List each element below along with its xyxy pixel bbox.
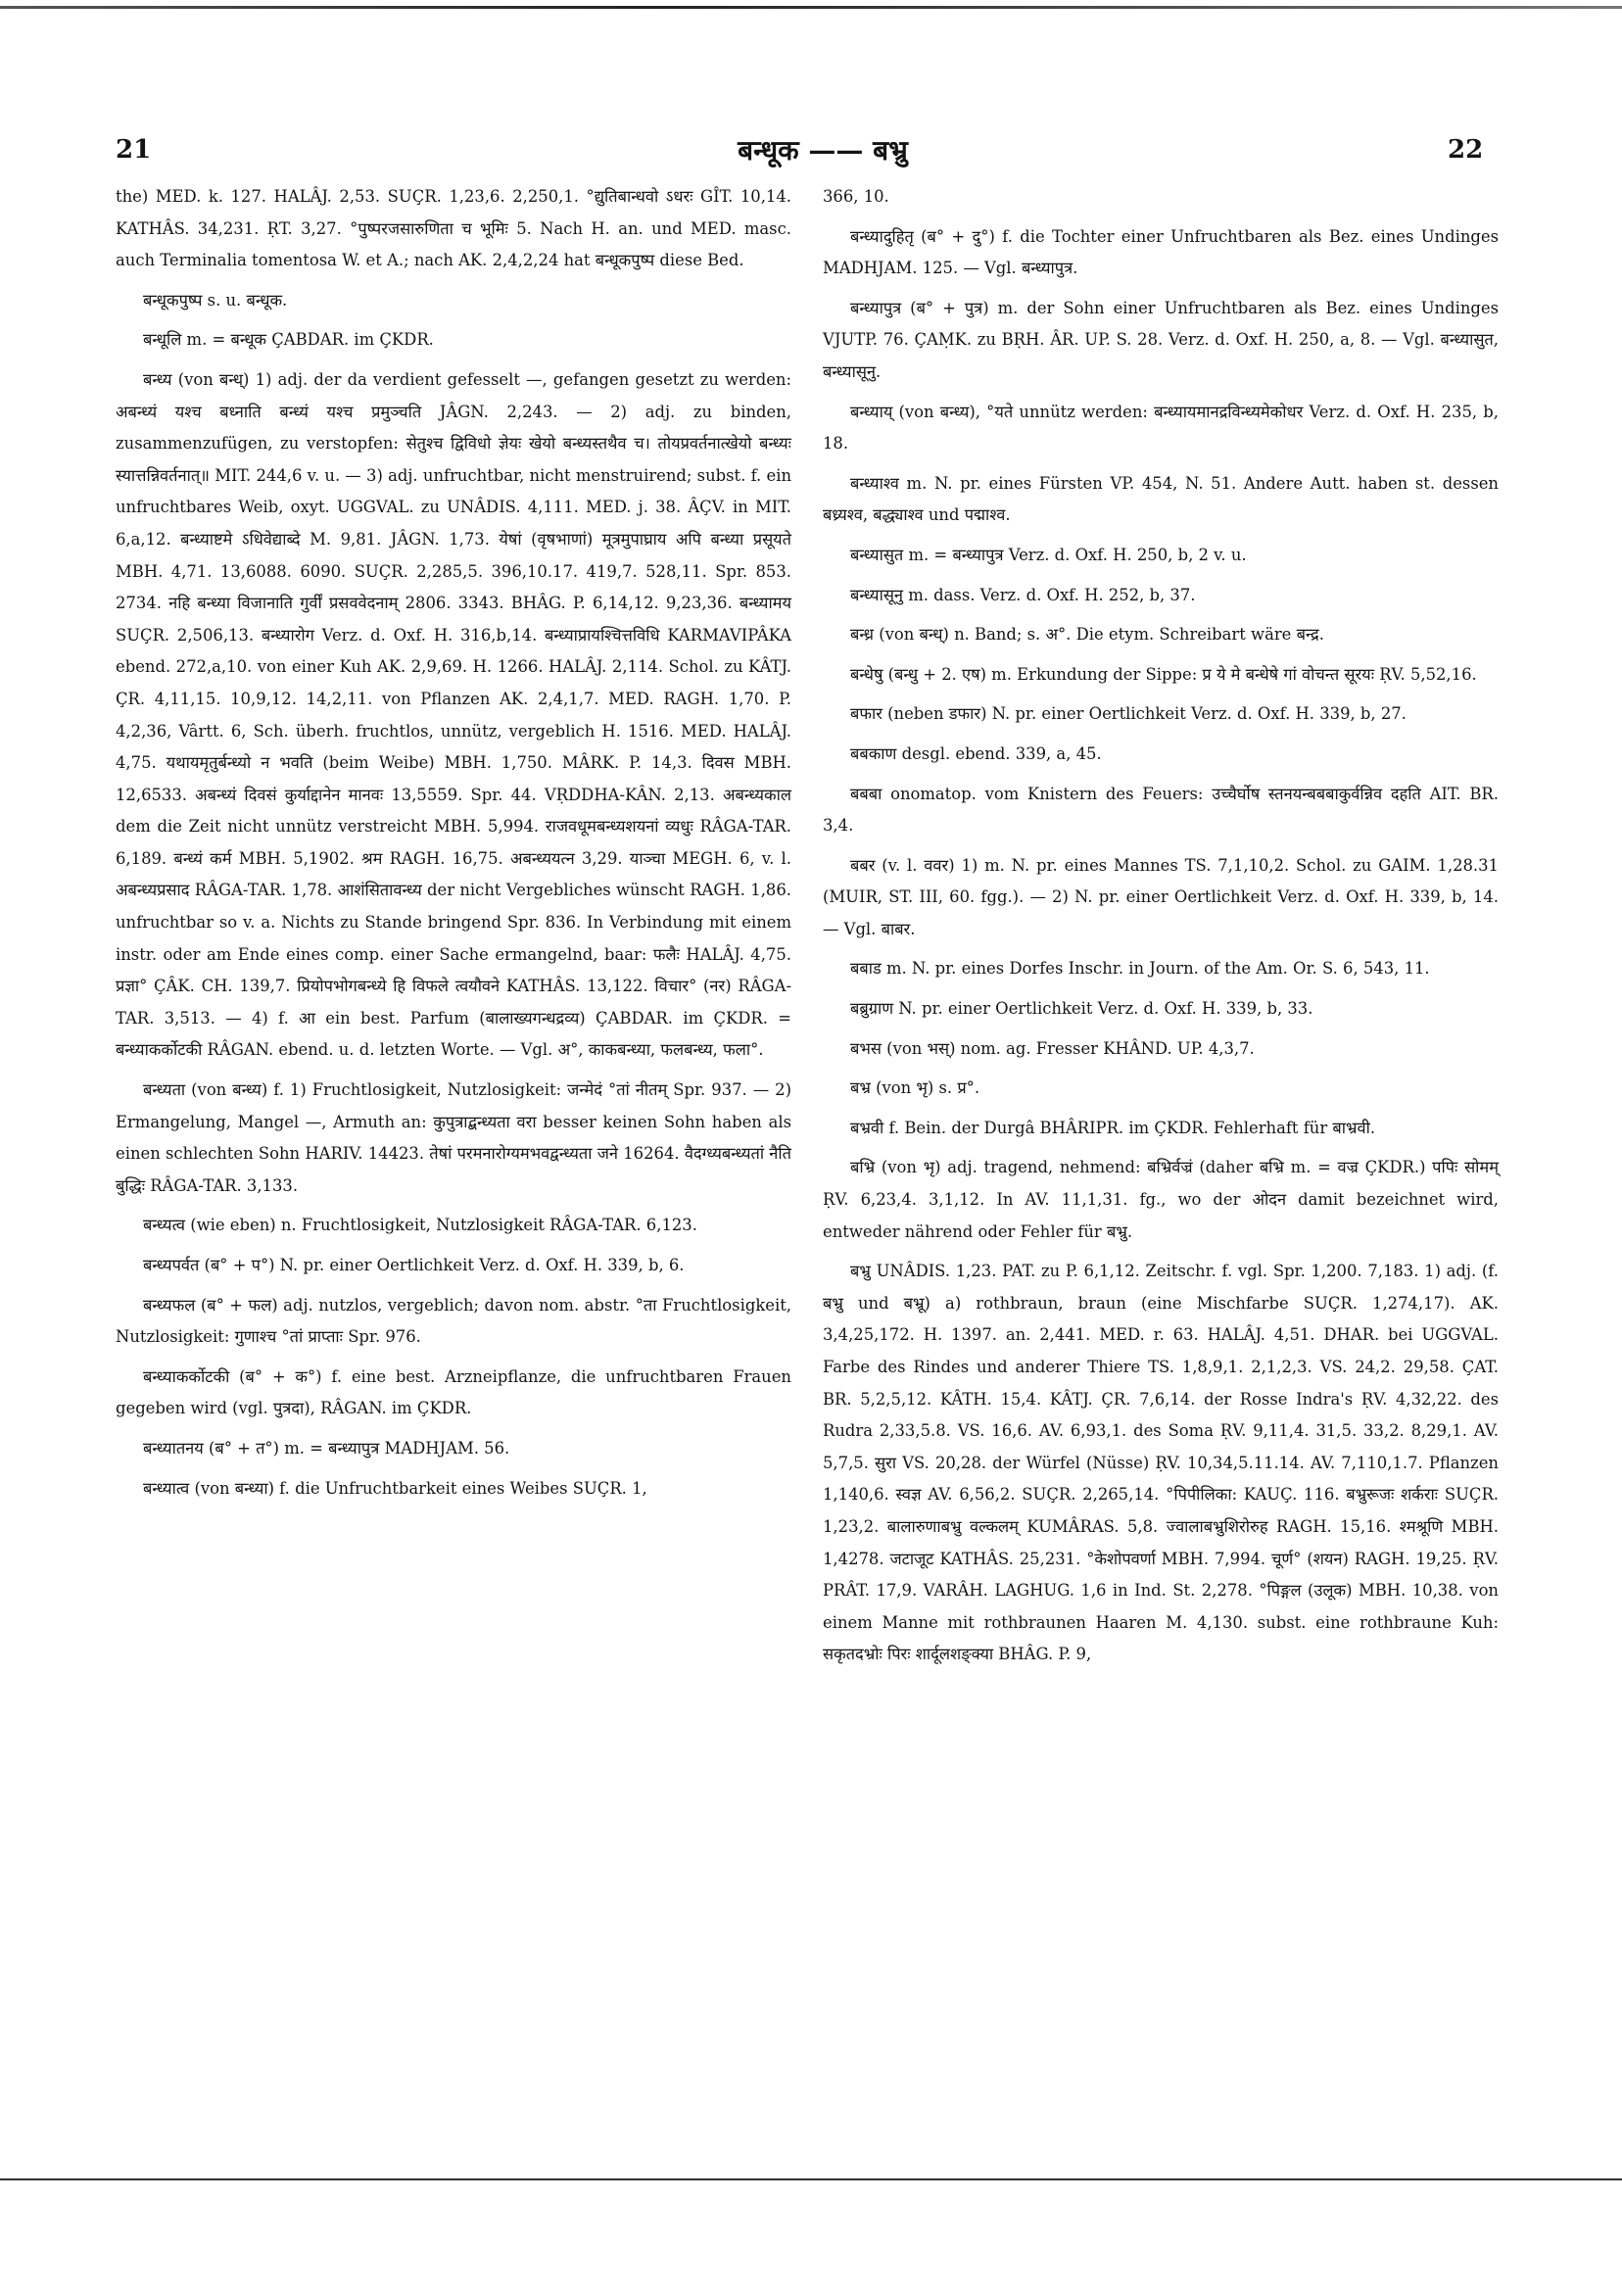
entry-text: बभ्रवी f. Bein. der Durgâ BHÂRIPR. im ÇKDR. Fehlerhaft für बाभ्रवी. bbox=[850, 1118, 1376, 1137]
entry-text: बन्ध्य (von बन्ध्) 1) adj. der da verdient gefesselt —, gefangen gesetzt zu werden: अबन्ध्यं यश्च बध्नाति बन्ध्यं यश्च प्रमुञ्चति JÂGN. 2,243. — 2) adj. zu binden, zusammenzufügen, zu verstopfen: सेतुश्च द्विविधो ज्ञेयः खेयो बन्ध्यस्तथैव च। तोयप्रवर्तनात्खेयो बन्ध्यः स्यात्तन्निवर्तनात्॥ MIT. 244,6 v. u. — 3) adj. unfruchtbar, nicht menstruirend; subst. f. ein unfruchtbares Weib, oxyt. UGGVAL. zu UNÂDIS. 4,111. MED. j. 38. ÂÇV. in MIT. 6,a,12. बन्ध्याष्टमे ऽधिवेद्याब्दे M. 9,81. JÂGN. 1,73. येषां (वृषभाणां) मूत्रमुपाघ्राय अपि बन्ध्या प्रसूयते MBH. 4,71. 13,6088. 6090. SUÇR. 2,285,5. 396,10.17. 419,7. 528,11. Spr. 853. 2734. नहि बन्ध्या विजानाति गुर्वीं प्रसववेदनाम् 2806. 3343. BHÂG. P. 6,14,12. 9,23,36. बन्ध्यामय SUÇR. 2,506,13. बन्ध्यारोग Verz. d. Oxf. H. 316,b,14. बन्ध्याप्रायश्चित्तविधि KARMAVIPÂKA ebend. 272,a,10. von einer Kuh AK. 2,9,69. H. 1266. HALÂJ. 2,114. Schol. zu KÂTJ. ÇR. 4,11,15. 10,9,12. 14,2,11. von Pflanzen AK. 2,4,1,7. MED. RAGH. 1,70. P. 4,2,36, Vârtt. 6, Sch. überh. fruchtlos, unnütz, vergeblich H. 1516. MED. HALÂJ. 4,75. यथायमृतुर्बन्ध्यो न भवति (beim Weibe) MBH. 1,750. MÂRK. P. 14,3. दिवस MBH. 12,6533. अबन्ध्यं दिवसं कुर्याद्दानेन मानवः 13,5559. Spr. 44. VṚDDHA-KÂN. 2,13. अबन्ध्यकाल dem die Zeit nicht unnütz verstreicht MBH. 5,994. राजवधूमबन्ध्यशयनां व्यधुः RÂGA-TAR. 6,189. बन्ध्यं कर्म MBH. 5,1902. श्रम RAGH. 16,75. अबन्ध्ययत्न 3,29. याञ्चा MEGH. 6, v. l. अबन्ध्यप्रसाद RÂGA-TAR. 1,78. आशंसितावन्ध्य der nicht Vergebliches wünscht RAGH. 1,86. unfruchtbar so v. a. Nichts zu Stande bringend Spr. 836. In Verbindung mit einem instr. oder am Ende eines comp. einer Sache ermangelnd, baar: फलैः HALÂJ. 4,75. प्रज्ञा° ÇÂK. CH. 139,7. प्रियोपभोगबन्ध्ये हि विफले त्वयौवने KATHÂS. 13,122. विचार° (नर) RÂGA-TAR. 3,513. — 4) f. आ ein best. Parfum (बालाख्यगन्धद्रव्य) ÇABDAR. im ÇKDR. = बन्ध्याकर्कोटकी RÂGAN. ebend. u. d. letzten Worte. — Vgl. अ°, काकबन्ध्या, फलबन्ध्य, फला°. bbox=[116, 369, 791, 1060]
entry-text: बभ्र (von भृ) s. प्र°. bbox=[850, 1078, 980, 1098]
entry-text: बन्ध्यपर्वत (ब° + प°) N. pr. einer Oertlichkeit Verz. d. Oxf. H. 339, b, 6. bbox=[143, 1256, 685, 1274]
entry-text: बब्रुग्राण N. pr. einer Oertlichkeit Verz. d. Oxf. H. 339, b, 33. bbox=[850, 999, 1313, 1019]
entry-text: बन्ध्यता (von बन्ध्य) f. 1) Fruchtlosigkeit, Nutzlosigkeit: जन्मेदं °तां नीतम् Spr. 937. — 2) Ermangelung, Mangel —, Armuth an: कुपुत्राद्बन्ध्यता वरा besser keinen Sohn haben als einen schlechten Sohn HARIV. 14423. तेषां परमनारोग्यमभवद्वन्ध्यता जने 16264. वैदग्ध्यबन्ध्यतां नैति बुद्धिः RÂGA-TAR. 3,133. bbox=[116, 1080, 791, 1195]
entry-text: बन्धूलि m. = बन्धूक ÇABDAR. im ÇKDR. bbox=[143, 330, 434, 350]
entry-text: बन्ध्यफल (ब° + फल) adj. nutzlos, vergeblich; davon nom. abstr. °ता Fruchtlosigkeit, Nutzlosigkeit: गुणाश्च °तां प्राप्ताः Spr. 976. bbox=[116, 1295, 791, 1347]
top-rule bbox=[0, 6, 1622, 9]
entry-text: बन्ध्यापुत्र (ब° + पुत्र) m. der Sohn einer Unfruchtbaren als Bez. eines Undinges VJUTP. 76. ÇAṂK. zu BṚH. ÂR. UP. S. 28. Verz. d. Oxf. H. 250, a, 8. — Vgl. बन्ध्यासुत, बन्ध्यासूनु. bbox=[823, 298, 1499, 381]
entry-text: बन्ध्यासुत m. = बन्ध्यापुत्र Verz. d. Oxf. H. 250, b, 2 v. u. bbox=[850, 545, 1247, 564]
entry-text: बबबा onomatop. vom Knistern des Feuers: उच्चैर्घोष स्तनयन्बबबाकुर्वन्निव दहति AIT. BR. 3,4. bbox=[823, 784, 1499, 836]
entry-text: बन्ध्याय् (von बन्ध्य), °यते unnütz werden: बन्ध्यायमानद्रविन्ध्यमेकोधर Verz. d. Oxf. H. 235, b, 18. bbox=[823, 402, 1499, 454]
entry-text: बन्ध्र (von बन्ध्) n. Band; s. अ°. Die etym. Schreibart wäre बन्द्र. bbox=[850, 625, 1324, 645]
entry-text: बन्ध्यादुहितृ (ब° + दु°) f. die Tochter einer Unfruchtbaren als Bez. eines Undinges MADHJAM. 125. — Vgl. बन्ध्यापुत्र. bbox=[823, 226, 1499, 278]
entry-text: बभस (von भस्) nom. ag. Fresser KHÂND. UP. 4,3,7. bbox=[850, 1038, 1255, 1058]
entry-text: बन्धूकपुष्प s. u. बन्धूक. bbox=[143, 290, 288, 310]
page-number-left: 21 bbox=[116, 135, 152, 165]
entry-text: 366, 10. bbox=[823, 187, 889, 206]
entry-text: बभ्रि (von भृ) adj. tragend, nehmend: बभ्रिर्वज्रं (daher बभ्रि m. = वज्र ÇKDR.) पपिः सोमम् ṚV. 6,23,4. 3,1,12. In AV. 11,1,31. fg., wo der ओदन damit bezeichnet wird, entweder nährend oder Fehler für बभ्रु. bbox=[823, 1158, 1499, 1241]
entry-text: the) MED. k. 127. HALÂJ. 2,53. SUÇR. 1,23,6. 2,250,1. °द्युतिबान्धवो ऽधरः GÎT. 10,14. KATHÂS. 34,231. ṚT. 3,27. °पुष्परजसारुणिता च भूमिः 5. Nach H. an. und MED. masc. auch Terminalia tomentosa W. et A.; nach AK. 2,4,2,24 hat बन्धूकपुष्प diese Bed. bbox=[116, 187, 791, 270]
running-head: बन्धूक —— बभ्रु bbox=[738, 134, 908, 167]
entry-text: बन्ध्यात्व (von बन्ध्या) f. die Unfruchtbarkeit eines Weibes SUÇR. 1, bbox=[143, 1478, 647, 1498]
entry-text: बबाड m. N. pr. eines Dorfes Inschr. in Journ. of the Am. Or. S. 6, 543, 11. bbox=[850, 959, 1430, 979]
left-column bbox=[116, 181, 791, 1512]
entry-text: बन्धेषु (बन्धु + 2. एष) m. Erkundung der Sippe: प्र ये मे बन्धेषे गां वोचन्त सूरयः ṚV. 5,52,16. bbox=[850, 664, 1477, 684]
entry-text: बन्ध्यत्व (wie eben) n. Fruchtlosigkeit, Nutzlosigkeit RÂGA-TAR. 6,123. bbox=[143, 1216, 697, 1235]
entry-text: बबर (v. l. ववर) 1) m. N. pr. eines Mannes TS. 7,1,10,2. Schol. zu GAIM. 1,28.31 (MUIR, ST. III, 60. fgg.). — 2) N. pr. einer Oertlichkeit Verz. d. Oxf. H. 339, b, 14. — Vgl. बाबर. bbox=[823, 855, 1499, 938]
bottom-rule bbox=[0, 2178, 1622, 2180]
entry-text: बबकाण desgl. ebend. 339, a, 45. bbox=[850, 743, 1102, 763]
right-column bbox=[823, 181, 1499, 1679]
page-number-right: 22 bbox=[1448, 135, 1484, 165]
entry-text: बफार (neben डफार) N. pr. einer Oertlichkeit Verz. d. Oxf. H. 339, b, 27. bbox=[850, 704, 1407, 724]
entry-text: बन्ध्याकर्कोटकी (ब° + क°) f. eine best. Arzneipflanze, die unfruchtbaren Frauen gegeben wird (vgl. पुत्रदा), RÂGAN. im ÇKDR. bbox=[116, 1366, 791, 1418]
entry-text: बन्ध्याश्व m. N. pr. eines Fürsten VP. 454, N. 51. Andere Autt. haben st. dessen बध्र्यश्व, बद्ध्याश्व und पद्माश्व. bbox=[823, 473, 1499, 525]
entry-text: बन्ध्यासूनु m. dass. Verz. d. Oxf. H. 252, b, 37. bbox=[850, 585, 1196, 604]
entry-text: बभ्रु UNÂDIS. 1,23. PAT. zu P. 6,1,12. Zeitschr. f. vgl. Spr. 1,200. 7,183. 1) adj. (f. बभ्रु und बभ्रू) a) rothbraun, braun (eine Mischfarbe SUÇR. 1,274,17). AK. 3,4,25,172. H. 1397. an. 2,441. MED. r. 63. HALÂJ. 4,51. DHAR. bei UGGVAL. Farbe des Rindes und anderer Thiere TS. 1,8,9,1. 2,1,2,3. VS. 24,2. 29,58. ÇAT. BR. 5,2,5,12. KÂTH. 15,4. KÂTJ. ÇR. 7,6,14. der Rosse Indra's ṚV. 4,32,22. des Rudra 2,33,5.8. VS. 16,6. AV. 6,93,1. des Soma ṚV. 9,11,4. 31,5. 33,2. 8,29,1. AV. 5,7,5. सुरा VS. 20,28. der Würfel (Nüsse) ṚV. 10,34,5.11.14. AV. 7,110,1.7. Pflanzen 1,140,6. स्वज्ञ AV. 6,56,2. SUÇR. 2,265,14. °पिपीलिका: KAUÇ. 116. बभ्रुरूजः शर्कराः SUÇR. 1,23,2. बालारुणाबभ्रु वल्कलम् KUMÂRAS. 5,8. ज्वालाबभ्रुशिरोरुह RAGH. 15,16. श्मश्रूणि MBH. 1,4278. जटाजूट KATHÂS. 25,231. °केशोपवर्णा MBH. 7,994. चूर्ण° (शयन) RAGH. 19,25. ṚV. PRÂT. 17,9. VARÂH. LAGHUG. 1,6 in Ind. St. 2,278. °पिङ्गल (उलूक) MBH. 10,38. von einem Manne mit rothbraunen Haaren M. 4,130. subst. eine rothbraune Kuh: सकृतदभ्रोः पिरः शार्दूलशङ्क्या BHÂG. P. 9, bbox=[823, 1262, 1499, 1664]
entry-text: बन्ध्यातनय (ब° + त°) m. = बन्ध्यापुत्र MADHJAM. 56. bbox=[143, 1438, 510, 1458]
